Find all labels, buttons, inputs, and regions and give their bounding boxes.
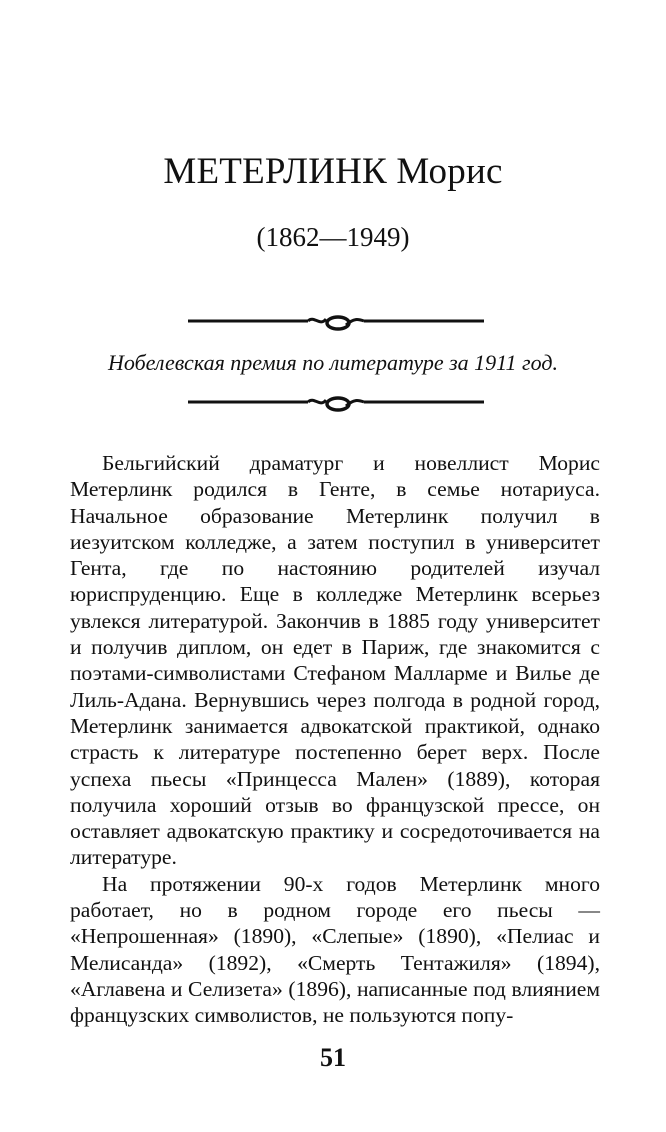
decorative-flourish-icon bbox=[188, 387, 484, 417]
page-title: МЕТЕРЛИНК Морис bbox=[163, 151, 503, 192]
page-number: 51 bbox=[320, 1043, 346, 1072]
paragraph: На протяжении 90-х годов Метерлинк много работает, но в родном городе его пьесы — «Непрошенная» (1890), «Слепые» (1890), «Пелиас и Мелисанда» (1892), «Смерть Тентажиля» (1894), «Аглавена и Селизета» (1896), написанные под влиянием французских символистов, не пользуются попу- bbox=[70, 871, 600, 1028]
life-dates: (1862—1949) bbox=[256, 222, 410, 252]
nobel-prize-line: Нобелевская премия по литературе за 1911 год. bbox=[108, 350, 558, 375]
body-text bbox=[70, 450, 600, 1029]
decorative-flourish-icon bbox=[188, 306, 484, 336]
paragraph: Бельгийский драматург и новеллист Морис Метерлинк родился в Генте, в семье нотариуса. Начальное образование Метерлинк получил в иезуитском колледже, а затем поступил в университет Гента, где по настоянию родителей изучал юриспруденцию. Еще в колледже Метерлинк всерьез увлекся литературой. Закончив в 1885 году университет и получив диплом, он едет в Париж, где знакомится с поэтами-символистами Стефаном Малларме и Вилье де Лиль-Адана. Вернувшись через полгода в родной город, Метерлинк занимается адвокатской практикой, однако страсть к литературе постепенно берет верх. После успеха пьесы «Принцесса Мален» (1889), которая получила хороший отзыв во французской прессе, он оставляет адвокатскую практику и сосредоточивается на литературе. bbox=[70, 451, 600, 870]
